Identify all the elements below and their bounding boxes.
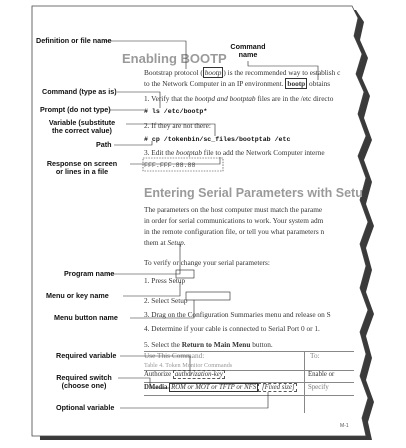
sp4-text-a: them at bbox=[144, 238, 168, 247]
table-header-to: To: bbox=[310, 351, 320, 360]
doc-s4: 4. Determine if your cable is connected to Serial Port 0 or 1. bbox=[144, 324, 320, 333]
label-prompt: Prompt (do not type) bbox=[40, 105, 111, 114]
label-program-name: Program name bbox=[64, 269, 115, 278]
label-variable-line1: Variable (substitute bbox=[48, 118, 116, 127]
heading-serial-parameters: Entering Serial Parameters with Setu bbox=[144, 186, 363, 200]
step3-text-a: 3. Edit the bbox=[144, 148, 177, 157]
step1-files: bootpd and bootptab bbox=[194, 94, 256, 103]
doc-step2: 2. If they are not there: bbox=[144, 121, 211, 130]
page-number: M-1 bbox=[340, 423, 349, 429]
step3-file: bootptab bbox=[176, 148, 202, 157]
row1-authorization-key: authorization-key bbox=[174, 371, 223, 378]
label-response-line1: Response on screen bbox=[46, 159, 118, 168]
doc-sp-line4 bbox=[144, 239, 186, 247]
label-command-name bbox=[228, 43, 268, 59]
label-response bbox=[34, 160, 130, 176]
label-required-switch-line2: (choose one) bbox=[61, 381, 107, 390]
label-required-switch bbox=[48, 374, 120, 390]
step1-text-b: files are in the /etc directo bbox=[255, 94, 334, 103]
doc-cp-line: # cp /tokenbin/sc_files/bootptab /etc bbox=[144, 136, 291, 143]
sp4-setup-program: Setup bbox=[167, 238, 184, 247]
doc-step1 bbox=[144, 95, 333, 103]
p1-text-a: Bootstrap protocol ( bbox=[144, 68, 203, 77]
doc-s1: 1. Press Setup bbox=[144, 276, 186, 285]
table-bottom-rule bbox=[144, 395, 354, 396]
doc-sp-line3: in the remote configuration file, or tell you what parameters n bbox=[144, 227, 325, 236]
row1-command: Authorize bbox=[144, 371, 173, 378]
p1-text-b: ) is the recommended way to establish c bbox=[223, 68, 341, 77]
label-variable-line2: the correct value) bbox=[52, 126, 112, 135]
p2-bootp-command: bootp bbox=[287, 79, 306, 88]
doc-sp-line1: The parameters on the host computer must match the parame bbox=[144, 205, 323, 214]
s5-return-button: Return to Main Menu bbox=[181, 340, 251, 349]
label-command-name-line2: name bbox=[238, 50, 258, 59]
s5-text-a: 5. Select the bbox=[144, 340, 182, 349]
step1-text-a: 1. Verify that the bbox=[144, 94, 195, 103]
sp4-text-c: . bbox=[183, 238, 186, 247]
table-row-authorize bbox=[144, 371, 225, 379]
doc-s5 bbox=[144, 341, 273, 349]
doc-line-p2 bbox=[144, 80, 330, 88]
heading-enabling-bootp: Enabling BOOTP bbox=[122, 51, 227, 66]
row2-switch-options: ROM or MOT or TFTP or NFS bbox=[171, 384, 257, 391]
doc-sp-line2: in order for serial communications to work. Your system adm bbox=[144, 216, 324, 225]
label-path: Path bbox=[96, 140, 112, 149]
table-row2-description: Specify bbox=[308, 384, 329, 391]
label-command-name-line1: Command bbox=[230, 42, 266, 51]
label-optional-variable: Optional variable bbox=[56, 403, 115, 412]
doc-s3: 3. Drag on the Configuration Summaries menu and release on S bbox=[144, 310, 331, 319]
table-row1-description: Enable or bbox=[308, 371, 335, 378]
p2-text-b: obtains bbox=[307, 79, 331, 88]
s5-text-c: button. bbox=[250, 340, 273, 349]
table-caption: Table 4. Token Monitor Commands bbox=[144, 362, 233, 369]
label-variable bbox=[36, 119, 128, 135]
doc-line-p1 bbox=[144, 69, 340, 77]
row2-command: DMedia bbox=[144, 384, 170, 391]
table-row-dmedia bbox=[144, 384, 297, 392]
label-definition: Definition or file name bbox=[36, 36, 112, 45]
label-menu-or-key: Menu or key name bbox=[46, 291, 109, 300]
doc-to-view: To verify or change your serial parameters: bbox=[144, 258, 270, 267]
doc-s2: 2. Select Setup bbox=[144, 296, 188, 305]
table-header-command: Use This Command: bbox=[144, 351, 205, 360]
row2-fixed-size: [Fixed size] bbox=[260, 384, 295, 391]
doc-prompt-line: # ls /etc/bootp* bbox=[144, 108, 208, 115]
label-menu-button: Menu button name bbox=[54, 313, 118, 322]
label-required-variable: Required variable bbox=[56, 351, 117, 360]
p2-text-a: to the Network Computer in an IP environment. bbox=[144, 79, 286, 88]
label-required-switch-line1: Required switch bbox=[56, 373, 112, 382]
doc-response-line: FFF.FFF.88.88 bbox=[144, 162, 196, 169]
p1-bootp-term: bootp bbox=[204, 68, 222, 77]
doc-step3 bbox=[144, 149, 325, 157]
label-command-as-is: Command (type as is) bbox=[42, 87, 117, 96]
step3-text-b: file to add the Network Computer interne bbox=[201, 148, 325, 157]
label-response-line2: or lines in a file bbox=[55, 167, 109, 176]
